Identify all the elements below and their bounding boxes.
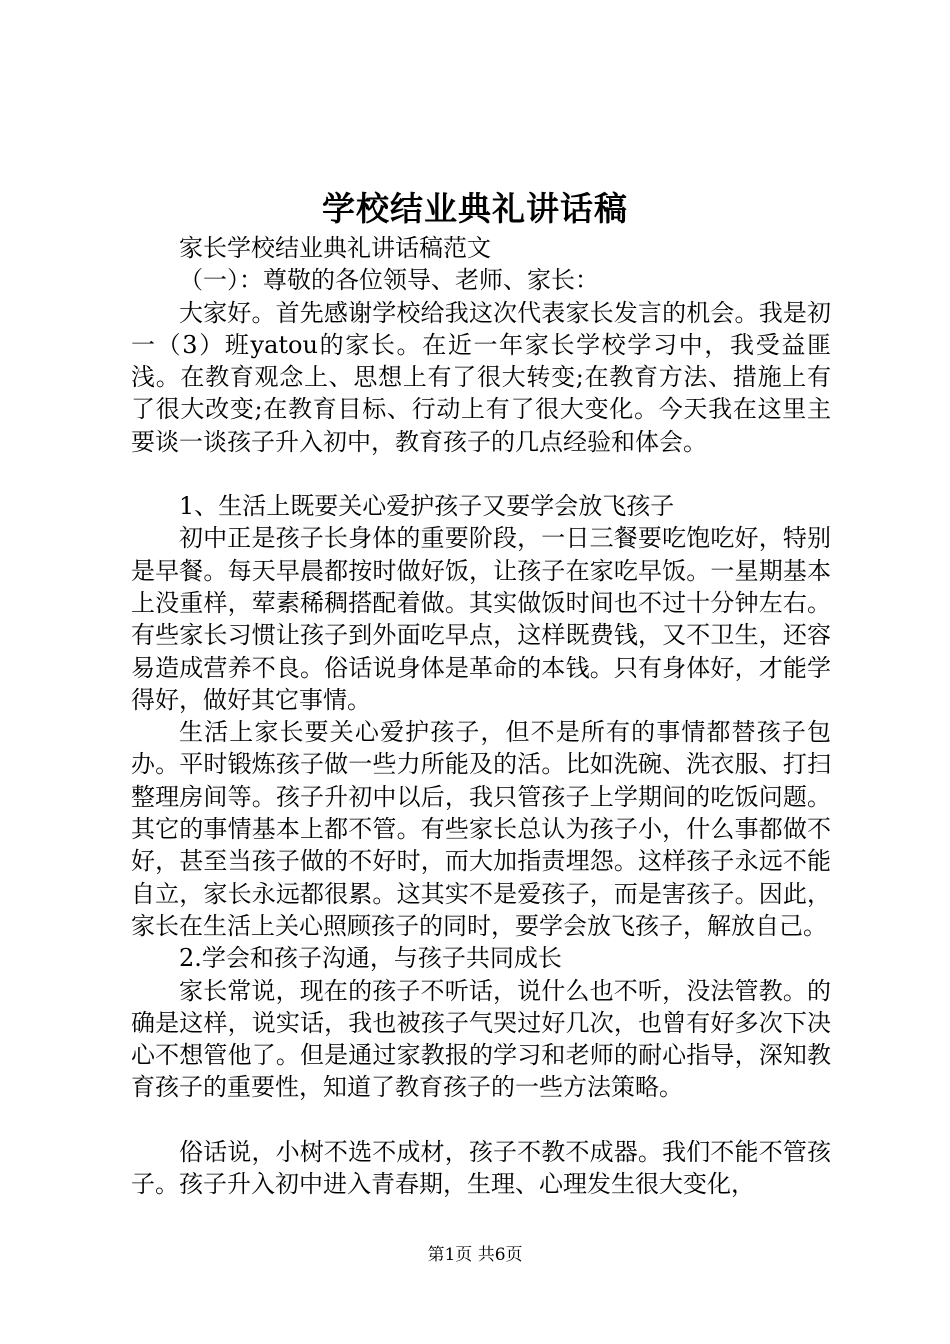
paragraph-independence: 生活上家长要关心爱护孩子，但不是所有的事情都替孩子包办。平时锻炼孩子做一些力所能及的活。比如洗碗、洗衣服、打扫整理房间等。孩子升初中以后，我只管孩子上学期间的吃饭问题。其它的事情基本上都不管。有些家长总认为孩子小，什么事都做不好，甚至当孩子做的不好时，而大加指责埋怨。这样孩子永远不能自立，家长永远都很累。这其实不是爱孩子，而是害孩子。因此，家长在生活上关心照顾孩子的同时，要学会放飞孩子，解放自己。	[131, 718, 831, 940]
paragraph-subtitle: 家长学校结业典礼讲话稿范文	[179, 234, 491, 262]
document-body	[131, 232, 831, 1200]
paragraph-proverb: 俗话说，小树不选不成材，孩子不教不成器。我们不能不管孩子。孩子升入初中进入青春期，生理、心理发生很大变化，	[131, 1137, 831, 1199]
paragraph-communication: 家长常说，现在的孩子不听话，说什么也不听，没法管教。的确是这样，说实话，我也被孩子气哭过好几次，也曾有好多次下决心不想管他了。但是通过家教报的学习和老师的耐心指导，深知教育孩子的重要性，知道了教育孩子的一些方法策略。	[131, 976, 831, 1102]
paragraph-salutation: （一）：尊敬的各位领导、老师、家长：	[179, 266, 599, 295]
paragraph-introduction: 大家好。首先感谢学校给我这次代表家长发言的机会。我是初一（3）班yatou的家长。在近一年家长学校学习中，我受益匪浅。在教育观念上、思想上有了很大转变;在教育方法、措施上有了很大改变;在教育目标、行动上有了很大变化。今天我在这里主要谈一谈孩子升入初中，教育孩子的几点经验和体会。	[131, 298, 831, 456]
section-heading-2: 2.学会和孩子沟通，与孩子共同成长	[179, 944, 562, 973]
paragraph-breakfast: 初中正是孩子长身体的重要阶段，一日三餐要吃饱吃好，特别是早餐。每天早晨都按时做好饭，让孩子在家吃早饭。一星期基本上没重样，荤素稀稠搭配着做。其实做饭时间也不过十分钟左右。有些家长习惯让孩子到外面吃早点，这样既费钱，又不卫生，还容易造成营养不良。俗话说身体是革命的本钱。只有身体好，才能学得好，做好其它事情。	[131, 524, 831, 714]
page-footer: 第1页 共6页	[427, 1245, 523, 1265]
document-title: 学校结业典礼讲话稿	[322, 189, 628, 228]
section-heading-1: 1、生活上既要关心爱护孩子又要学会放飞孩子	[179, 492, 675, 521]
